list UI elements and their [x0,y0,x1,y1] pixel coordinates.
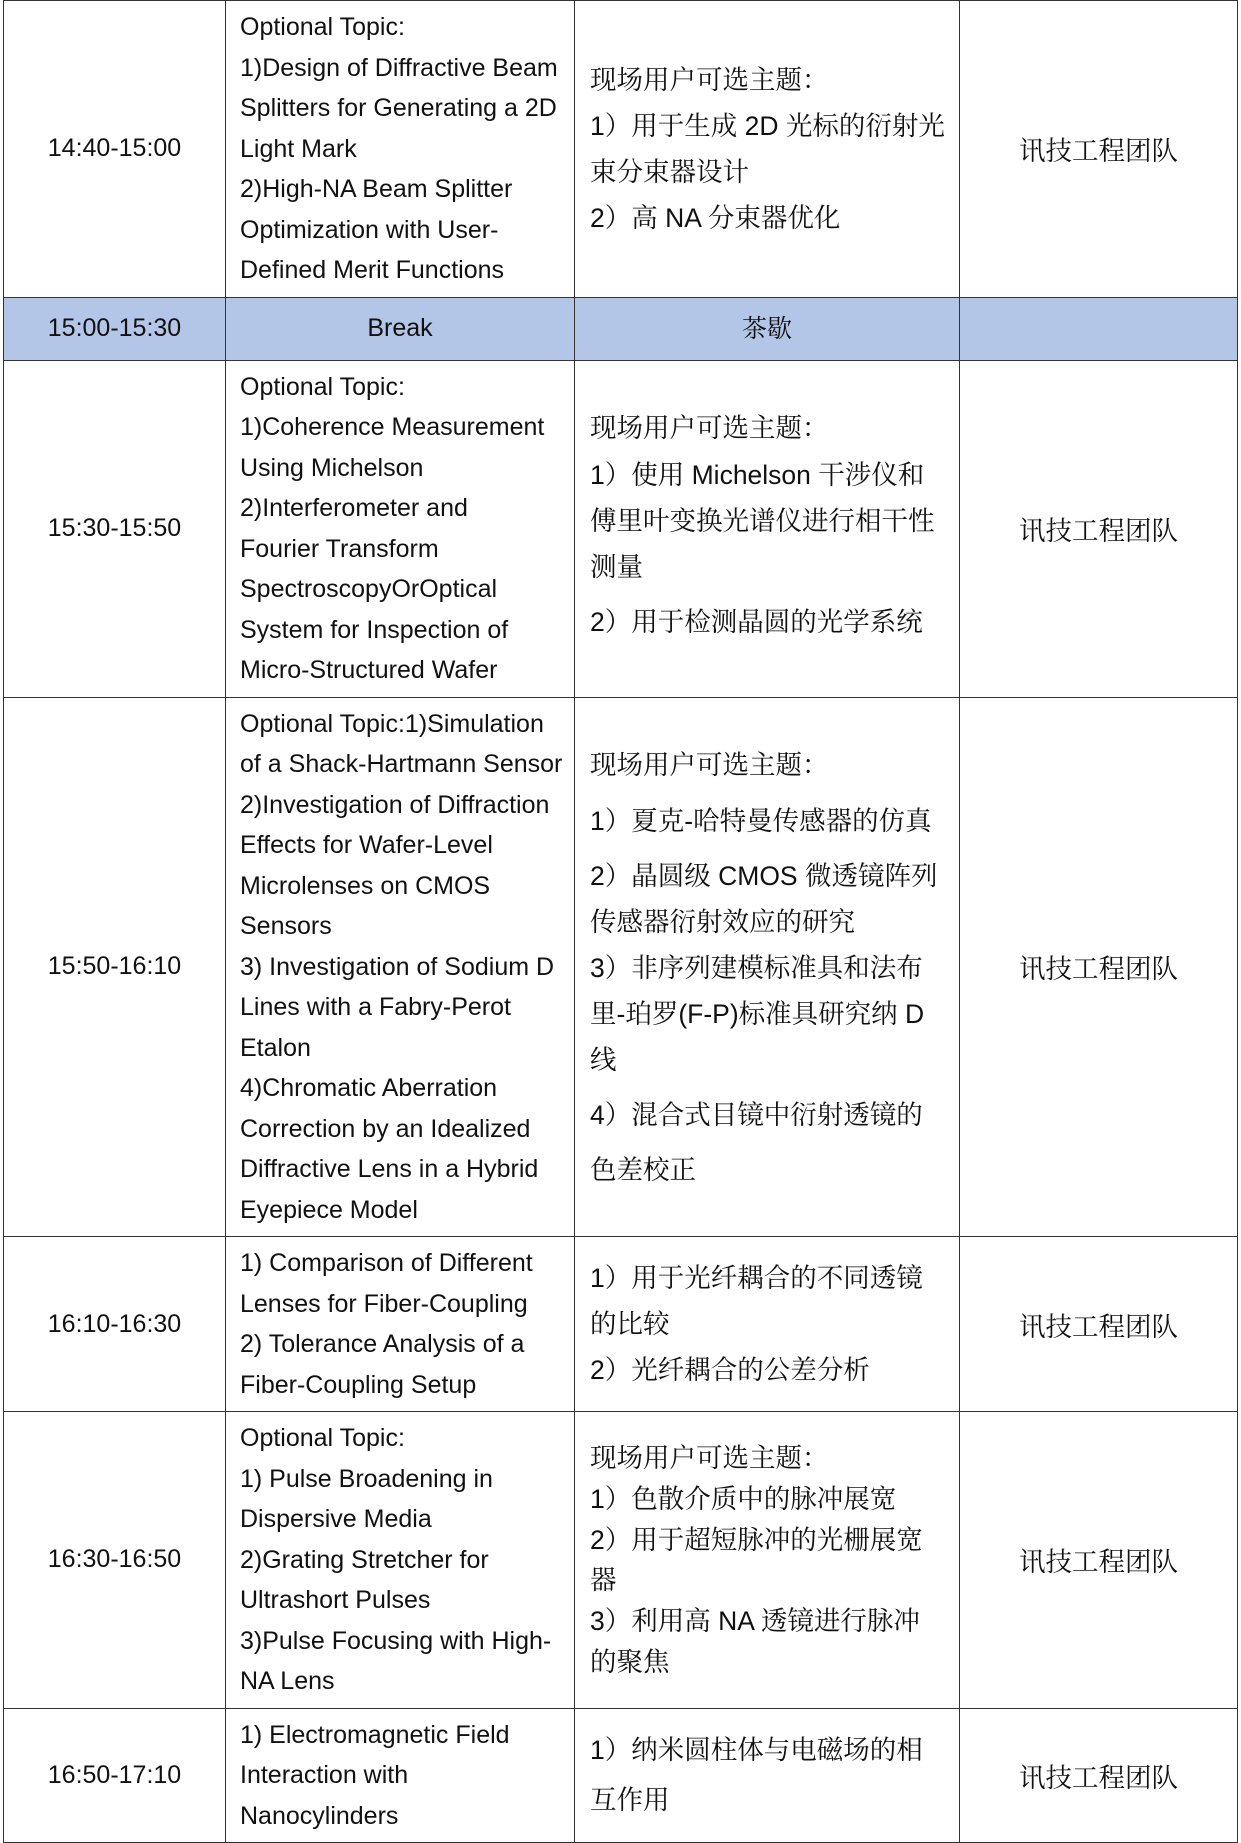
topic-en-line: Correction by an Idealized [240,1114,531,1143]
time-cell: 15:30-15:50 [4,360,226,697]
topic-zh-line: 现场用户可选主题： [590,749,829,780]
presenter-cell: 讯技工程团队 [960,1708,1238,1843]
topic-zh-line: 传感器衍射效应的研究 [590,906,855,937]
topic-zh-line: 器 [590,1564,617,1595]
topic-en-cell [226,1237,575,1412]
topic-en-line: 2)Investigation of Diffraction [240,790,550,819]
topic-en-line: Ultrashort Pulses [240,1586,431,1614]
topic-zh-line: 现场用户可选主题： [590,1442,829,1473]
presenter-cell: 讯技工程团队 [960,360,1238,697]
topic-zh-cell [575,1412,960,1709]
topic-en-cell [226,297,575,360]
schedule-row [4,1,1238,298]
topic-en-line: Effects for Wafer-Level [240,831,493,859]
topic-en-line: 2)Grating Stretcher for [240,1545,489,1574]
topic-en-line: Lenses for Fiber-Coupling [240,1289,528,1318]
topic-zh-cell [575,360,960,697]
presenter-cell [960,297,1238,360]
topic-en-line: Defined Merit Functions [240,256,505,284]
topic-en-line: Optional Topic: [240,13,405,41]
topic-en-line: 3)Pulse Focusing with High- [240,1626,552,1655]
topic-en-line: Diffractive Lens in a Hybrid [240,1155,539,1183]
topic-en-line: 1)Coherence Measurement [240,413,545,441]
topic-en-line: NA Lens [240,1667,335,1695]
topic-zh-line: 的聚焦 [590,1646,670,1677]
schedule-row [4,1708,1238,1843]
topic-en-cell [226,697,575,1237]
time-cell: 16:50-17:10 [4,1708,226,1843]
topic-zh-line: 束分束器设计 [590,156,749,187]
topic-en-line: Lines with a Fabry-Perot [240,993,511,1021]
topic-en-line: SpectroscopyOrOptical [240,575,498,603]
presenter-cell: 讯技工程团队 [960,1237,1238,1412]
topic-zh-line: 2）用于检测晶圆的光学系统 [590,606,923,637]
topic-zh-line: 傅里叶变换光谱仪进行相干性 [590,505,935,536]
time-cell: 15:00-15:30 [4,297,226,360]
topic-zh-line: 2）用于超短脉冲的光栅展宽 [590,1524,923,1555]
schedule-rows [4,1,1238,1843]
topic-en-line: Optional Topic: [240,1424,405,1452]
topic-zh-cell [575,1,960,298]
schedule-row [4,1237,1238,1412]
topic-en-line: Optional Topic: [240,372,405,401]
schedule-row [4,360,1238,697]
topic-zh-line: 3）利用高 NA 透镜进行脉冲 [590,1605,920,1636]
topic-zh-line: 2）晶圆级 CMOS 微透镜阵列 [590,860,938,891]
topic-zh-line: 茶歇 [741,314,792,343]
time-cell: 15:50-16:10 [4,697,226,1237]
topic-en-line: of a Shack-Hartmann Sensor [240,750,563,778]
topic-en-line: Etalon [240,1033,311,1062]
schedule-row [4,1412,1238,1709]
topic-zh-cell [575,1708,960,1843]
topic-zh-line: 里-珀罗(F-P)标准具研究纳 D [590,998,925,1029]
topic-zh-cell [575,697,960,1237]
topic-en-line: Light Mark [240,134,357,163]
topic-en-line: 2)Interferometer and [240,494,468,522]
topic-en-line: Fiber-Coupling Setup [240,1370,477,1399]
presenter-cell: 讯技工程团队 [960,1412,1238,1709]
time-cell: 16:10-16:30 [4,1237,226,1412]
topic-en-line: Fourier Transform [240,534,439,563]
topic-en-line: 3) Investigation of Sodium D [240,952,555,981]
topic-en-line: 1) Electromagnetic Field [240,1720,510,1749]
topic-en-line: 1)Design of Diffractive Beam [240,53,558,82]
topic-en-cell [226,1708,575,1843]
topic-zh-line: 色差校正 [590,1154,696,1185]
topic-en-line: Optional Topic:1)Simulation [240,709,544,738]
topic-zh-line: 线 [590,1044,617,1075]
topic-zh-line: 1）用于光纤耦合的不同透镜 [590,1263,923,1293]
presenter-cell: 讯技工程团队 [960,697,1238,1237]
topic-en-line: 2) Tolerance Analysis of a [240,1330,525,1358]
topic-en-line: System for Inspection of [240,615,509,644]
topic-en-line: Interaction with [240,1761,409,1789]
topic-en-line: Eyepiece Model [240,1195,418,1224]
topic-zh-line: 4）混合式目镜中衍射透镜的 [590,1099,923,1130]
topic-zh-cell [575,297,960,360]
topic-en-cell [226,1412,575,1709]
topic-en-cell [226,1,575,298]
break-row [4,297,1238,360]
time-cell: 16:30-16:50 [4,1412,226,1709]
topic-zh-line: 1）用于生成 2D 光标的衍射光 [590,110,945,141]
topic-zh-line: 2）光纤耦合的公差分析 [590,1355,870,1385]
schedule-table [3,0,1238,1843]
topic-en-line: 1) Comparison of Different [240,1249,533,1277]
topic-en-cell [226,360,575,697]
topic-zh-line: 现场用户可选主题： [590,64,829,95]
schedule-row [4,697,1238,1237]
topic-zh-line: 测量 [590,551,643,582]
topic-zh-line: 1）夏克-哈特曼传感器的仿真 [590,805,932,836]
topic-en-line: Dispersive Media [240,1505,432,1533]
topic-en-line: 4)Chromatic Aberration [240,1074,498,1102]
topic-zh-line: 3）非序列建模标准具和法布 [590,952,923,983]
topic-en-line: Using Michelson [240,453,424,482]
topic-zh-line: 1）使用 Michelson 干涉仪和 [590,459,925,490]
topic-zh-line: 互作用 [590,1785,670,1816]
topic-en-line: Microlenses on CMOS [240,871,491,900]
topic-en-line: Break [367,314,433,342]
topic-zh-line: 现场用户可选主题： [590,412,829,443]
topic-en-line: Sensors [240,912,332,940]
time-cell: 14:40-15:00 [4,1,226,298]
topic-en-line: 1) Pulse Broadening in [240,1464,493,1493]
topic-en-line: Micro-Structured Wafer [240,656,498,684]
topic-zh-cell [575,1237,960,1412]
topic-zh-line: 2）高 NA 分束器优化 [590,202,841,233]
topic-en-line: 2)High-NA Beam Splitter [240,175,513,203]
topic-zh-line: 的比较 [590,1309,670,1339]
topic-en-line: Nanocylinders [240,1801,399,1830]
topic-zh-line: 1）纳米圆柱体与电磁场的相 [590,1735,923,1766]
topic-en-line: Splitters for Generating a 2D [240,94,557,122]
topic-en-line: Optimization with User- [240,215,499,244]
presenter-cell: 讯技工程团队 [960,1,1238,298]
topic-zh-line: 1）色散介质中的脉冲展宽 [590,1483,897,1514]
